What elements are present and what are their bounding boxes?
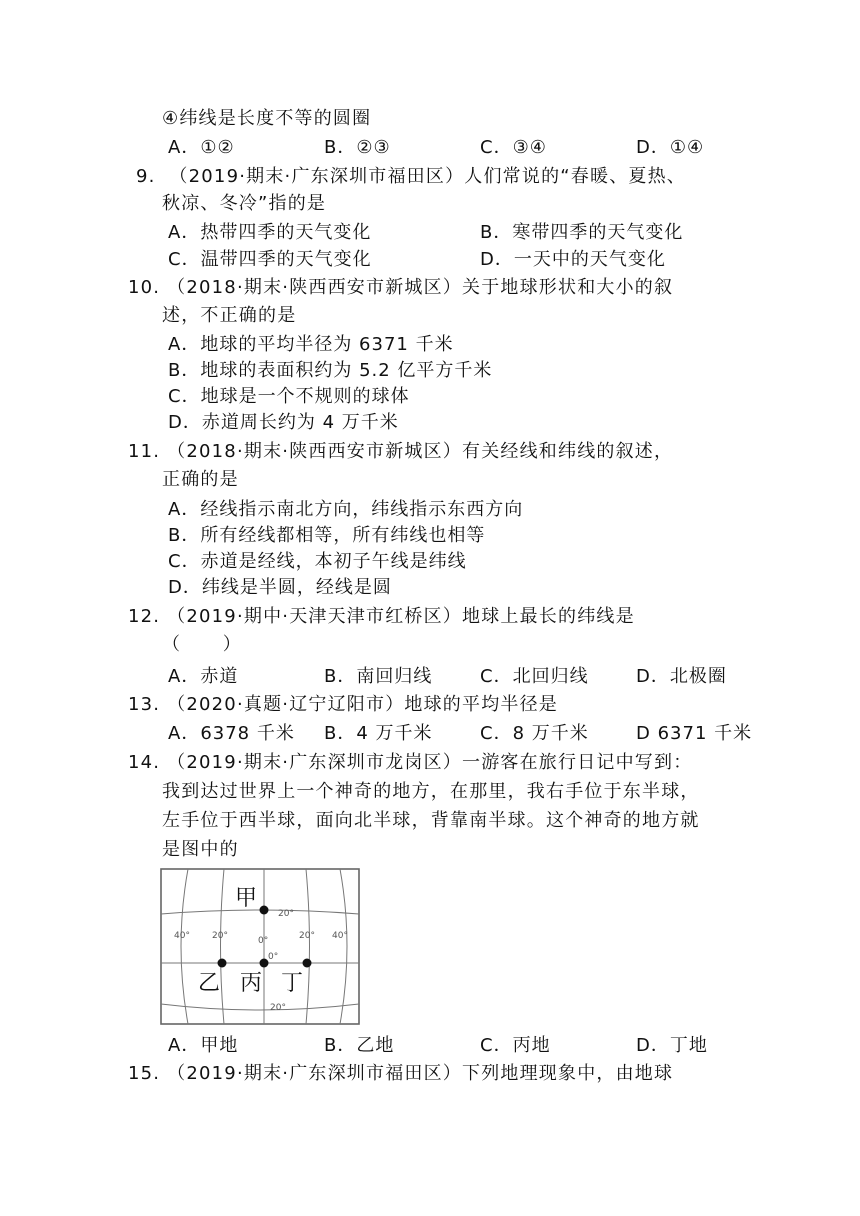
q11-option-d: D．纬线是半圆，经线是圆 [168,577,392,598]
question-14-stem: 14. （2019·期末·广东深圳市龙岗区）一游客在旅行日记中写到： [128,752,693,773]
degree-label: 20° [278,909,294,919]
q10-option-c: C．地球是一个不规则的球体 [168,386,410,407]
point-yi [218,959,227,968]
degree-label: 20° [299,931,315,941]
statement-4: ④纬线是长度不等的圆圈 [162,108,372,129]
q9-option-d: D．一天中的天气变化 [480,249,666,270]
point-ding [303,959,312,968]
q14-option-d: D．丁地 [636,1035,708,1056]
q10-option-b: B．地球的表面积约为 5.2 亿平方千米 [168,360,493,381]
question-11-stem: 11. （2018·期末·陕西西安市新城区）有关经线和纬线的叙述， [128,441,674,462]
label-yi: 乙 [198,971,221,996]
degree-label: 40° [174,931,190,941]
degree-label: 40° [332,931,348,941]
q14-option-b: B．乙地 [324,1035,395,1056]
question-11-stem-cont: 正确的是 [162,469,239,490]
question-9-stem-cont: 秋凉、冬冷”指的是 [162,193,327,214]
question-9-stem: 9. （2019·期末·广东深圳市福田区）人们常说的“春暖、夏热、 [136,166,686,187]
q13-option-d: D 6371 千米 [636,723,753,744]
label-bing: 丙 [240,971,263,996]
question-14-stem-cont-1: 我到达过世界上一个神奇的地方，在那里，我右手位于东半球， [162,781,700,802]
option-c: C．③④ [480,137,547,158]
q12-option-a: A．赤道 [168,666,239,687]
q9-option-c: C．温带四季的天气变化 [168,249,372,270]
q10-option-a: A．地球的平均半径为 6371 千米 [168,334,454,355]
degree-label: 20° [270,1003,286,1013]
label-jia: 甲 [235,886,258,911]
q14-option-a: A．甲地 [168,1035,239,1056]
question-14-stem-cont-3: 是图中的 [162,839,239,860]
q11-option-c: C．赤道是经线，本初子午线是纬线 [168,551,467,572]
lat-long-grid-map [160,868,360,1025]
point-jia [260,906,269,915]
question-12-blank: （ ） [162,634,242,655]
q13-option-c: C．8 万千米 [480,723,589,744]
degree-label: 0° [268,952,279,962]
question-14-stem-cont-2: 左手位于西半球，面向北半球，背靠南半球。这个神奇的地方就 [162,810,700,831]
question-12-stem: 12. （2019·期中·天津天津市红桥区）地球上最长的纬线是 [128,606,635,627]
degree-label: 20° [212,931,228,941]
option-d: D．①④ [636,137,705,158]
q9-option-b: B．寒带四季的天气变化 [480,222,684,243]
map-frame [161,869,359,1024]
q12-option-b: B．南回归线 [324,666,433,687]
q12-option-d: D．北极圈 [636,666,727,687]
q10-option-d: D．赤道周长约为 4 万千米 [168,412,399,433]
question-10-stem: 10. （2018·期末·陕西西安市新城区）关于地球形状和大小的叙 [128,277,674,298]
option-b: B．②③ [324,137,391,158]
degree-label: 0° [258,936,269,946]
question-13-stem: 13. （2020·真题·辽宁辽阳市）地球的平均半径是 [128,694,558,715]
q13-option-b: B．4 万千米 [324,723,433,744]
q13-option-a: A．6378 千米 [168,723,295,744]
option-a: A．①② [168,137,235,158]
question-15-stem: 15. （2019·期末·广东深圳市福田区）下列地理现象中，由地球 [128,1063,674,1084]
question-10-stem-cont: 述，不正确的是 [162,305,297,326]
q11-option-a: A．经线指示南北方向，纬线指示东西方向 [168,499,524,520]
q9-option-a: A．热带四季的天气变化 [168,222,372,243]
q11-option-b: B．所有经线都相等，所有纬线也相等 [168,525,486,546]
q14-option-c: C．丙地 [480,1035,551,1056]
label-ding: 丁 [281,971,304,996]
q12-option-c: C．北回归线 [480,666,589,687]
